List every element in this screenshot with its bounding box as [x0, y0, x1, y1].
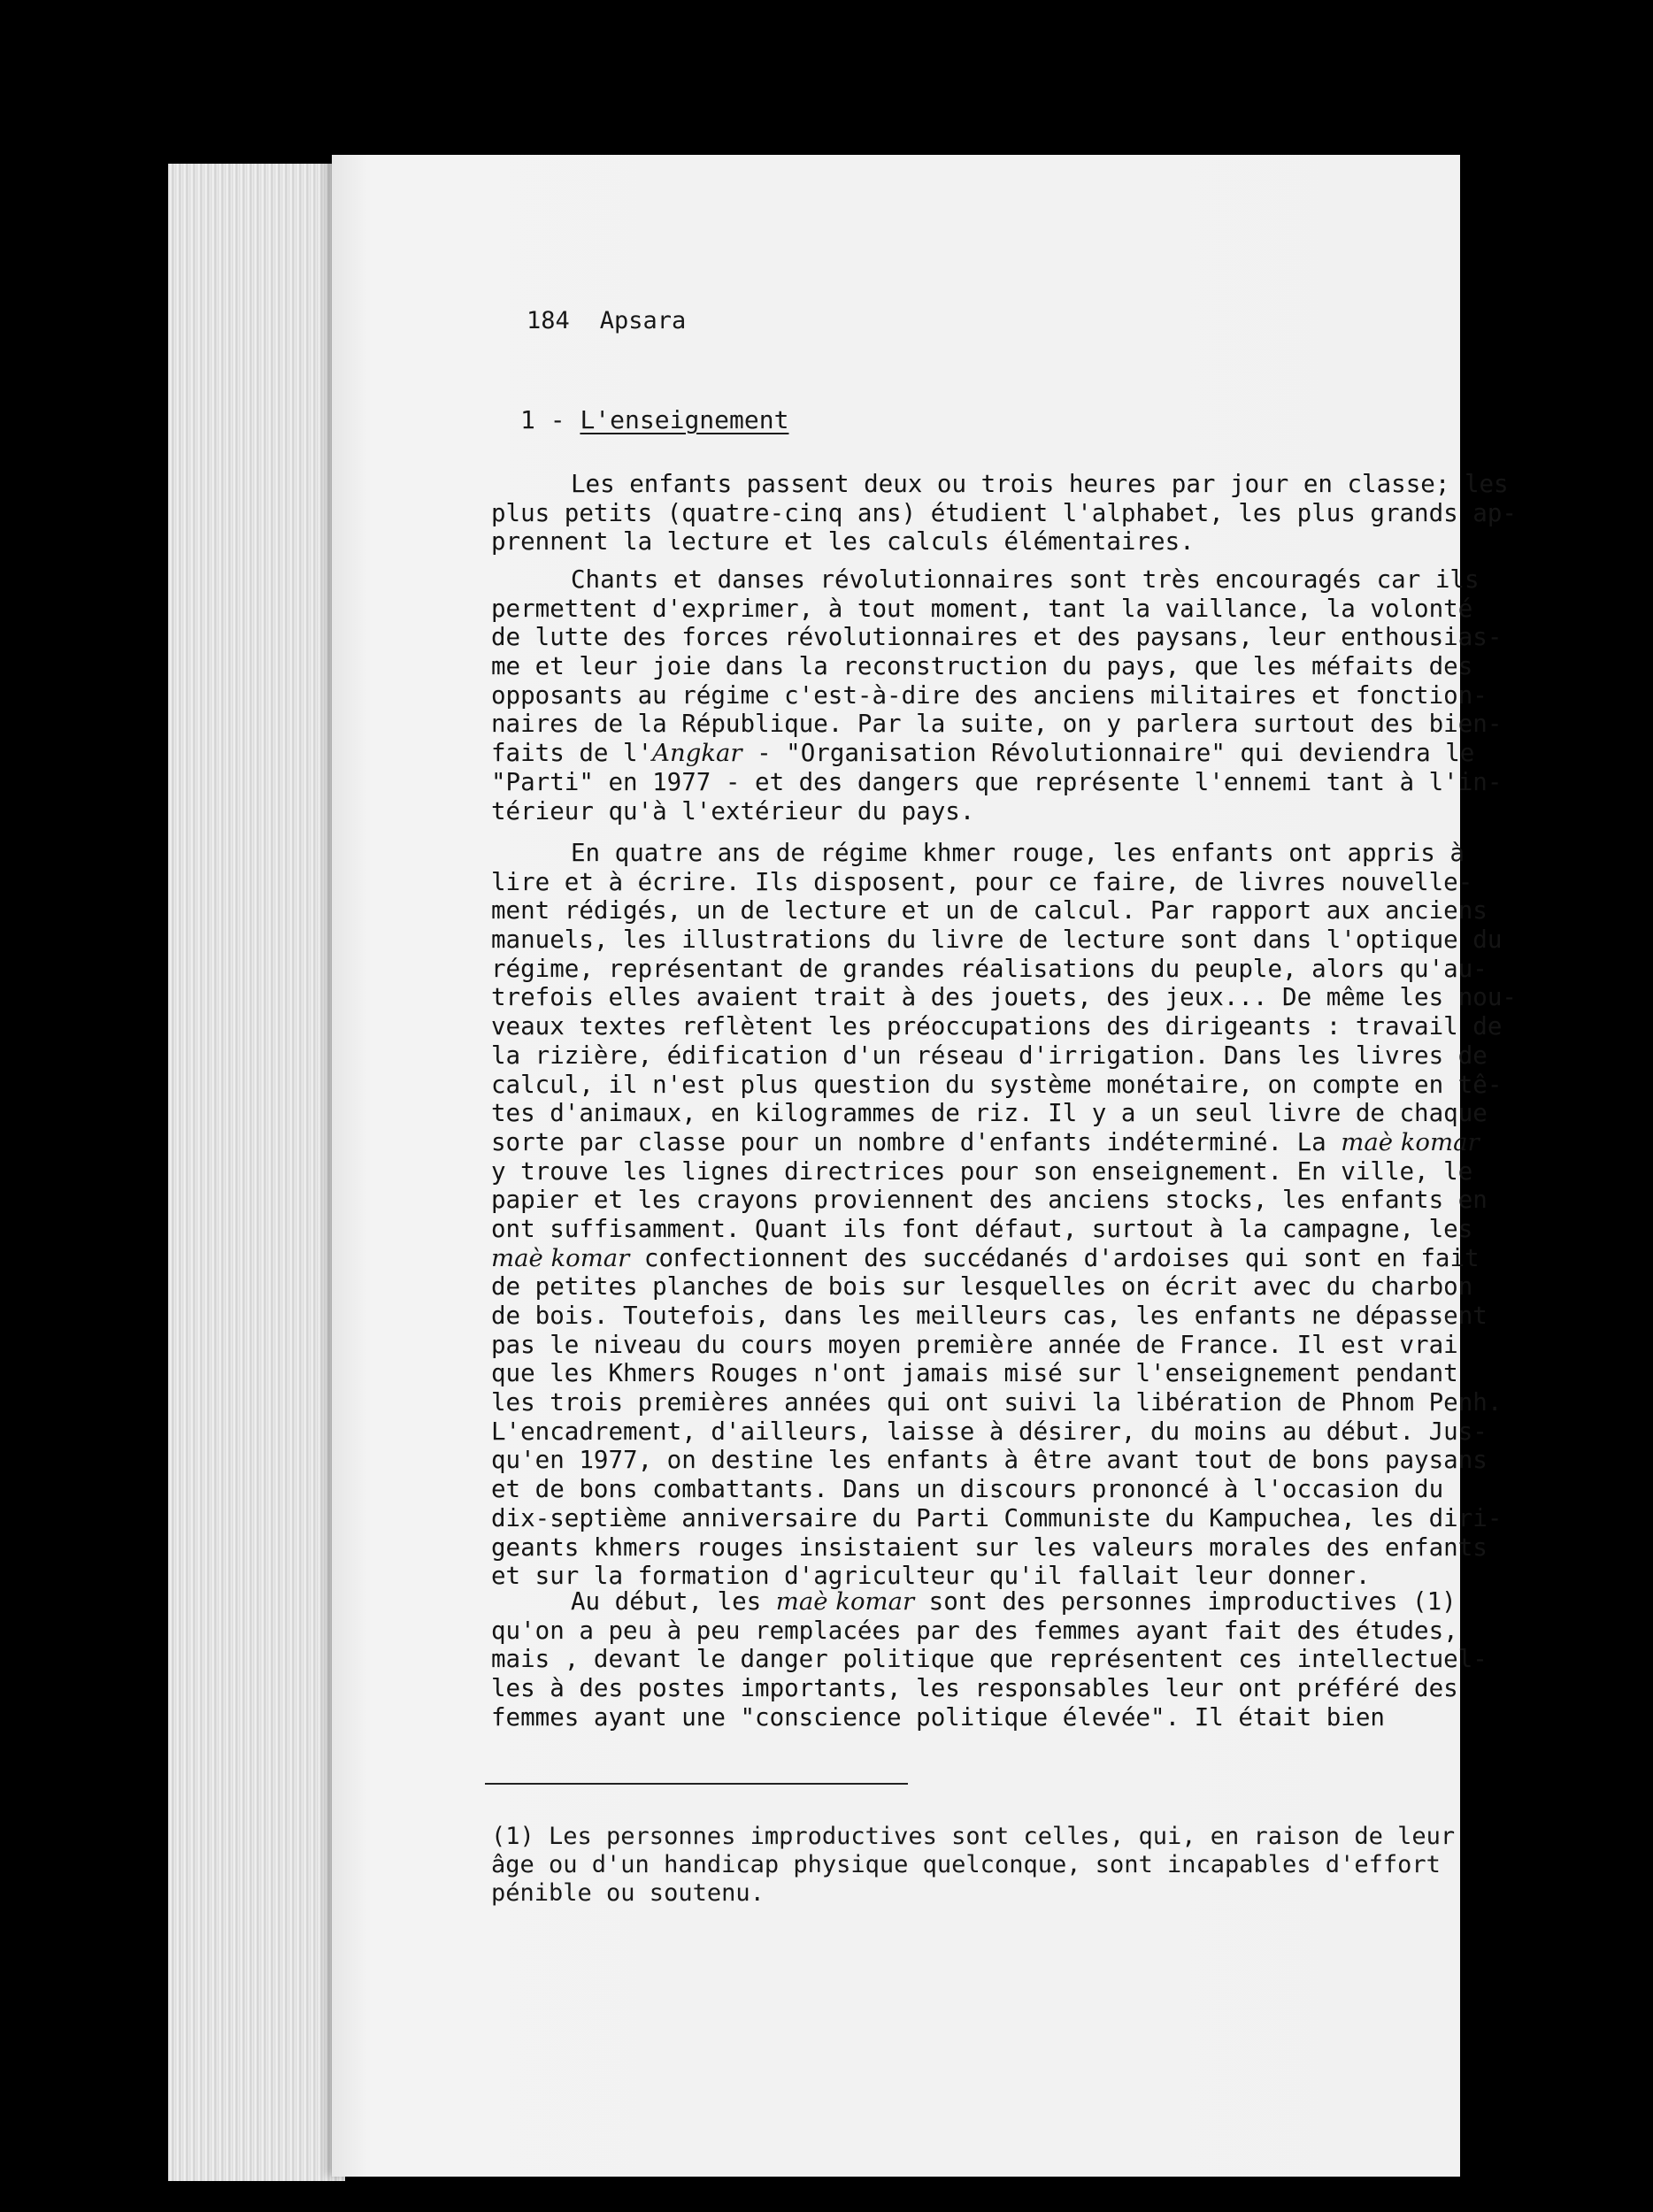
text-line: [491, 1272, 1473, 1302]
text-line: [491, 1703, 1465, 1732]
text-run: de petites planches de bois sur lesquelles on écrit avec du charbon: [491, 1272, 1473, 1302]
text-run: de bois. Toutefois, dans les meilleurs cas, les enfants ne dépassent: [491, 1302, 1488, 1330]
text-line: [491, 1156, 1473, 1187]
text-line: [491, 1186, 1488, 1215]
text-line: [491, 896, 1488, 926]
text-run: qu'en 1977, on destine les enfants à être avant tout de bons paysans: [491, 1446, 1488, 1475]
text-line: [491, 1127, 1480, 1157]
book-page-edges: [168, 164, 345, 2181]
footnote-line: (1) Les personnes improductives sont celles, qui, en raison de leur: [491, 1823, 1456, 1850]
text-line: [491, 652, 1473, 681]
text-line: [491, 1446, 1488, 1475]
paragraph: [491, 839, 1517, 1591]
text-line: [491, 954, 1488, 984]
text-line: [491, 926, 1503, 955]
text-line: [491, 1359, 1465, 1388]
text-line: [491, 1041, 1488, 1071]
text-run: L'encadrement, d'ailleurs, laisse à désirer, du moins au début. Jus-: [491, 1417, 1488, 1446]
page-number: 184: [527, 307, 570, 334]
paragraph: [491, 565, 1503, 826]
text-line: [491, 797, 1465, 826]
text-line: [491, 623, 1503, 652]
text-run: et de bons combattants. Dans un discours prononcé à l'occasion du: [491, 1475, 1444, 1504]
text-run: naires de la République. Par la suite, on y parlera surtout des bien-: [491, 710, 1503, 739]
italic-term: maè komar: [491, 1243, 630, 1272]
text-run: et sur la formation d'agriculteur qu'il fallait leur donner.: [491, 1562, 1371, 1591]
text-run: mais , devant le danger politique que représentent ces intellectuel-: [491, 1645, 1488, 1674]
text-run: Chants et danses révolutionnaires sont très encouragés car ils: [571, 565, 1480, 594]
text-line: [491, 1562, 1465, 1591]
text-run: - "Organisation Révolutionnaire" qui deviendra le: [742, 739, 1475, 768]
text-run: y trouve les lignes directrices pour son enseignement. En ville, le: [491, 1156, 1473, 1186]
footnote-line: pénible ou soutenu.: [491, 1879, 765, 1907]
text-line: [491, 1012, 1503, 1041]
text-line: [491, 1475, 1465, 1504]
text-run: confectionnent des succédanés d'ardoises qui sont en fait: [629, 1243, 1480, 1272]
text-run: faits de l': [491, 739, 653, 768]
paragraph: [491, 1587, 1488, 1732]
text-run: sont des personnes improductives (1): [914, 1587, 1457, 1616]
text-run: veaux textes reflètent les préoccupations des dirigeants : travail de: [491, 1012, 1503, 1041]
text-run: permettent d'exprimer, à tout moment, tant la vaillance, la volonté: [491, 594, 1473, 623]
footnote-line: âge ou d'un handicap physique quelconque, sont incapables d'effort: [491, 1851, 1441, 1878]
text-line: [491, 594, 1473, 624]
text-run: lire et à écrire. Ils disposent, pour ce faire, de livres nouvelle-: [491, 867, 1473, 896]
text-run: "Parti" en 1977 - et des dangers que représente l'ennemi tant à l'in-: [491, 767, 1503, 796]
text-run: papier et les crayons proviennent des anciens stocks, les enfants en: [491, 1186, 1488, 1215]
text-line: [491, 1645, 1488, 1674]
text-line: [491, 1587, 1465, 1617]
text-run: que les Khmers Rouges n'ont jamais misé sur l'enseignement pendant: [491, 1359, 1458, 1388]
text-run: sorte par classe pour un nombre d'enfants indéterminé. La: [491, 1127, 1342, 1156]
text-run: Les enfants passent deux ou trois heures par jour en classe; les: [571, 470, 1509, 498]
text-run: plus petits (quatre-cinq ans) étudient l'alphabet, les plus grands ap-: [491, 498, 1517, 527]
text-line: [491, 1388, 1503, 1417]
text-line: [491, 1214, 1473, 1244]
text-run: qu'on a peu à peu remplacées par des femmes ayant fait des études,: [491, 1616, 1458, 1645]
text-line: [491, 867, 1473, 897]
text-line: [491, 1532, 1488, 1563]
text-run: opposants au régime c'est-à-dire des anciens militaires et fonction-: [491, 680, 1488, 710]
text-line: [491, 1302, 1488, 1331]
text-line: [491, 498, 1517, 528]
section-heading: [520, 405, 788, 434]
section-number: 1 -: [520, 405, 565, 434]
text-run: prennent la lecture et les calculs élémentaires.: [491, 527, 1195, 557]
text-run: femmes ayant une "conscience politique élevée". Il était bien: [491, 1702, 1385, 1732]
text-run: En quatre ans de régime khmer rouge, les enfants ont appris à: [571, 839, 1465, 867]
text-run: régime, représentant de grandes réalisations du peuple, alors qu'au-: [491, 954, 1488, 983]
text-line: [491, 1674, 1465, 1703]
text-run: me et leur joie dans la reconstruction du pays, que les méfaits des: [491, 652, 1473, 681]
text-line: [491, 1617, 1465, 1646]
text-line: [491, 1070, 1503, 1100]
footnote: [491, 1823, 1465, 1908]
text-run: les à des postes importants, les responsables leur ont préféré des: [491, 1674, 1458, 1703]
text-line: [491, 710, 1503, 739]
text-run: pas le niveau du cours moyen première année de France. Il est vrai: [491, 1330, 1458, 1359]
paragraph: [491, 470, 1517, 557]
text-line: [491, 680, 1488, 710]
text-run: trefois elles avaient trait à des jouets, des jeux... De même les nou-: [491, 983, 1517, 1012]
text-run: ment rédigés, un de lecture et un de calcul. Par rapport aux anciens: [491, 896, 1488, 926]
running-head: [527, 307, 686, 334]
text-line: [491, 767, 1503, 797]
text-line: [491, 983, 1517, 1012]
text-line: [491, 1417, 1488, 1447]
text-line: [491, 527, 1465, 557]
text-line: [491, 739, 1475, 768]
text-run: térieur qu'à l'extérieur du pays.: [491, 796, 975, 826]
text-run: manuels, les illustrations du livre de lecture sont dans l'optique du: [491, 926, 1503, 955]
section-title: L'enseignement: [580, 405, 789, 434]
text-line: [491, 1243, 1480, 1273]
italic-term: Angkar: [652, 739, 742, 768]
running-title: Apsara: [599, 307, 687, 334]
text-line: [491, 565, 1480, 595]
text-run: tes d'animaux, en kilogrammes de riz. Il y a un seul livre de chaque: [491, 1099, 1488, 1128]
text-line: [491, 470, 1509, 499]
text-run: geants khmers rouges insistaient sur les valeurs morales des enfants: [491, 1532, 1488, 1562]
text-run: de lutte des forces révolutionnaires et des paysans, leur enthousias-: [491, 623, 1503, 652]
text-run: les trois premières années qui ont suivi la libération de Phnom Penh.: [491, 1388, 1503, 1417]
text-run: dix-septième anniversaire du Parti Communiste du Kampuchea, les diri-: [491, 1503, 1503, 1532]
text-run: calcul, il n'est plus question du système monétaire, on compte en tê-: [491, 1070, 1503, 1099]
italic-term: maè komar: [775, 1587, 915, 1616]
text-line: [491, 1099, 1488, 1128]
text-run: la rizière, édification d'un réseau d'irrigation. Dans les livres de: [491, 1041, 1488, 1070]
text-line: [491, 1503, 1503, 1533]
text-line: [491, 839, 1465, 868]
footnote-rule: [485, 1783, 908, 1785]
text-run: Au début, les: [571, 1587, 776, 1616]
text-line: [491, 1331, 1465, 1360]
italic-term: maè komar: [1341, 1127, 1480, 1156]
text-run: ont suffisamment. Quant ils font défaut, surtout à la campagne, les: [491, 1214, 1473, 1243]
